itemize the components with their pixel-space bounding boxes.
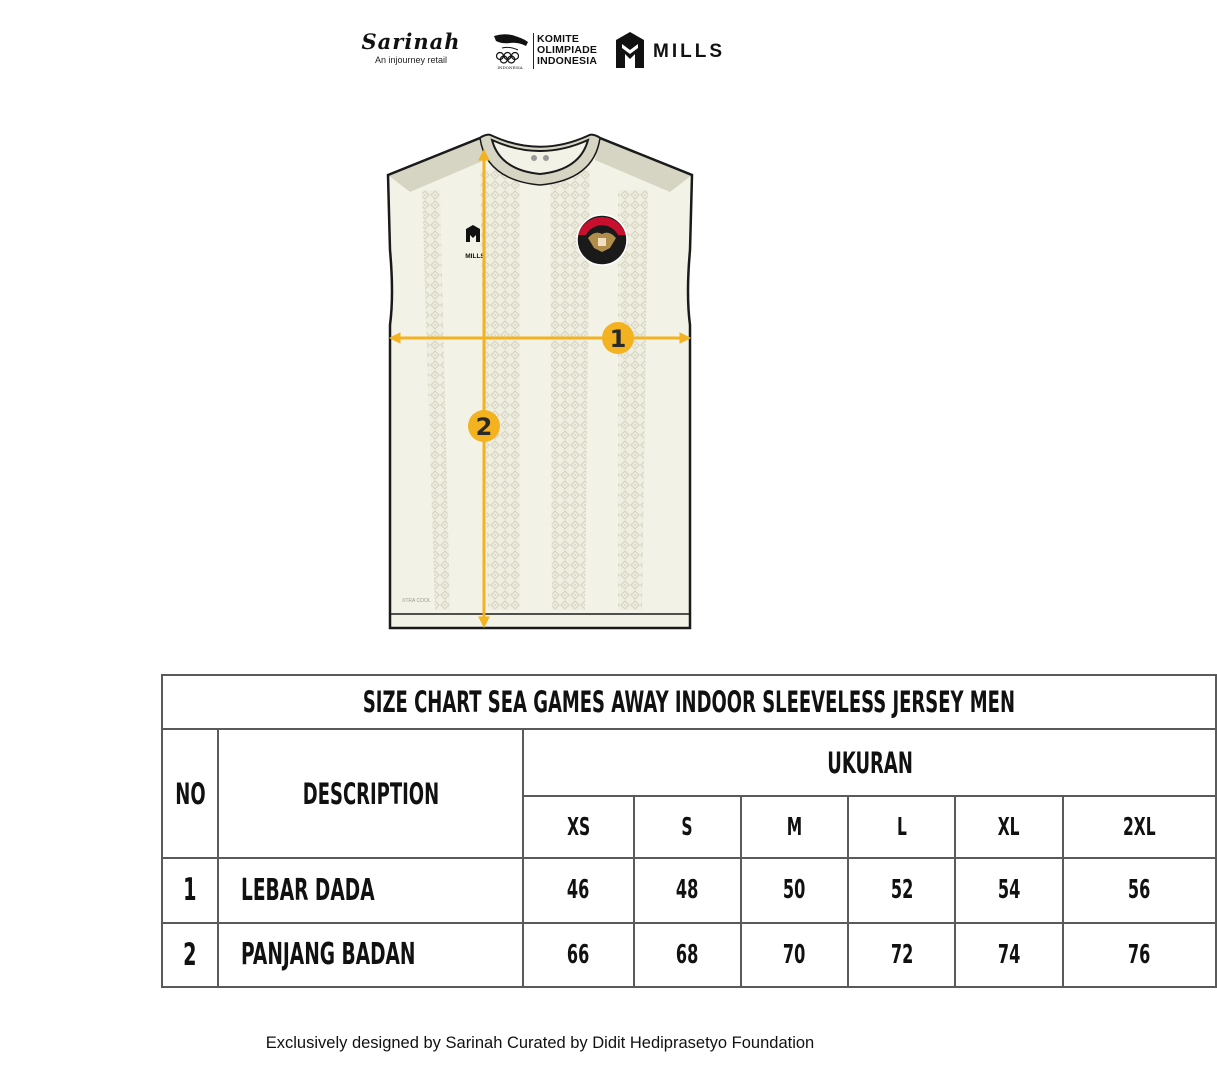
value-cell: 66: [523, 923, 633, 987]
svg-text:1: 1: [609, 325, 627, 353]
sarinah-wordmark: Sarinah: [361, 29, 461, 54]
jersey-illustration: [380, 130, 700, 640]
sarinah-logo: [355, 30, 467, 66]
value-cell: 46: [523, 858, 633, 922]
header-description: DESCRIPTION: [218, 729, 523, 858]
svg-text:INDONESIA: INDONESIA: [497, 65, 523, 70]
size-header-s: S: [634, 796, 741, 858]
table-title: SIZE CHART SEA GAMES AWAY INDOOR SLEEVELESS JERSEY MEN: [162, 675, 1216, 729]
garuda-crest-icon: [577, 215, 627, 265]
divider: [533, 33, 534, 69]
size-header-xl: XL: [955, 796, 1062, 858]
value-cell: 52: [848, 858, 955, 922]
value-cell: 68: [634, 923, 741, 987]
value-cell: 50: [741, 858, 848, 922]
row-description: PANJANG BADAN: [218, 923, 523, 987]
olympic-flag-icon: [488, 32, 532, 70]
size-header-xs: XS: [523, 796, 633, 858]
value-cell: 70: [741, 923, 848, 987]
value-cell: 76: [1063, 923, 1216, 987]
table-row: [162, 858, 1216, 922]
sarinah-tagline: An injourney retail: [374, 55, 448, 65]
value-cell: 56: [1063, 858, 1216, 922]
value-cell: 48: [634, 858, 741, 922]
xtra-cool-label: XTRA COOL: [402, 598, 431, 604]
value-cell: 72: [848, 923, 955, 987]
jersey-body: [380, 130, 700, 640]
size-chart-table: [161, 674, 1217, 988]
svg-text:MILLS: MILLS: [465, 253, 485, 260]
table-row: [162, 923, 1216, 987]
row-description: LEBAR DADA: [218, 858, 523, 922]
callout-1-badge: [602, 322, 634, 354]
mills-helmet-icon: [615, 32, 645, 70]
size-header-l: L: [848, 796, 955, 858]
partner-logos: [0, 28, 1080, 78]
mills-logo: [615, 32, 725, 72]
value-cell: 74: [955, 923, 1062, 987]
komite-olimpiade-logo: [488, 30, 598, 74]
komite-olimpiade-text: KOMITE OLIMPIADE INDONESIA: [537, 33, 598, 67]
row-no: 2: [162, 923, 218, 987]
value-cell: 54: [955, 858, 1062, 922]
size-header-m: M: [741, 796, 848, 858]
header-ukuran: UKURAN: [523, 729, 1215, 795]
header-no: NO: [162, 729, 218, 858]
callout-2-badge: [468, 410, 500, 442]
svg-text:2: 2: [475, 413, 493, 441]
row-no: 1: [162, 858, 218, 922]
mills-wordmark: MILLS: [653, 41, 725, 62]
footer-credit: Exclusively designed by Sarinah Curated by Didit Hediprasetyo Foundation: [265, 1034, 815, 1052]
size-header-2xl: 2XL: [1063, 796, 1216, 858]
